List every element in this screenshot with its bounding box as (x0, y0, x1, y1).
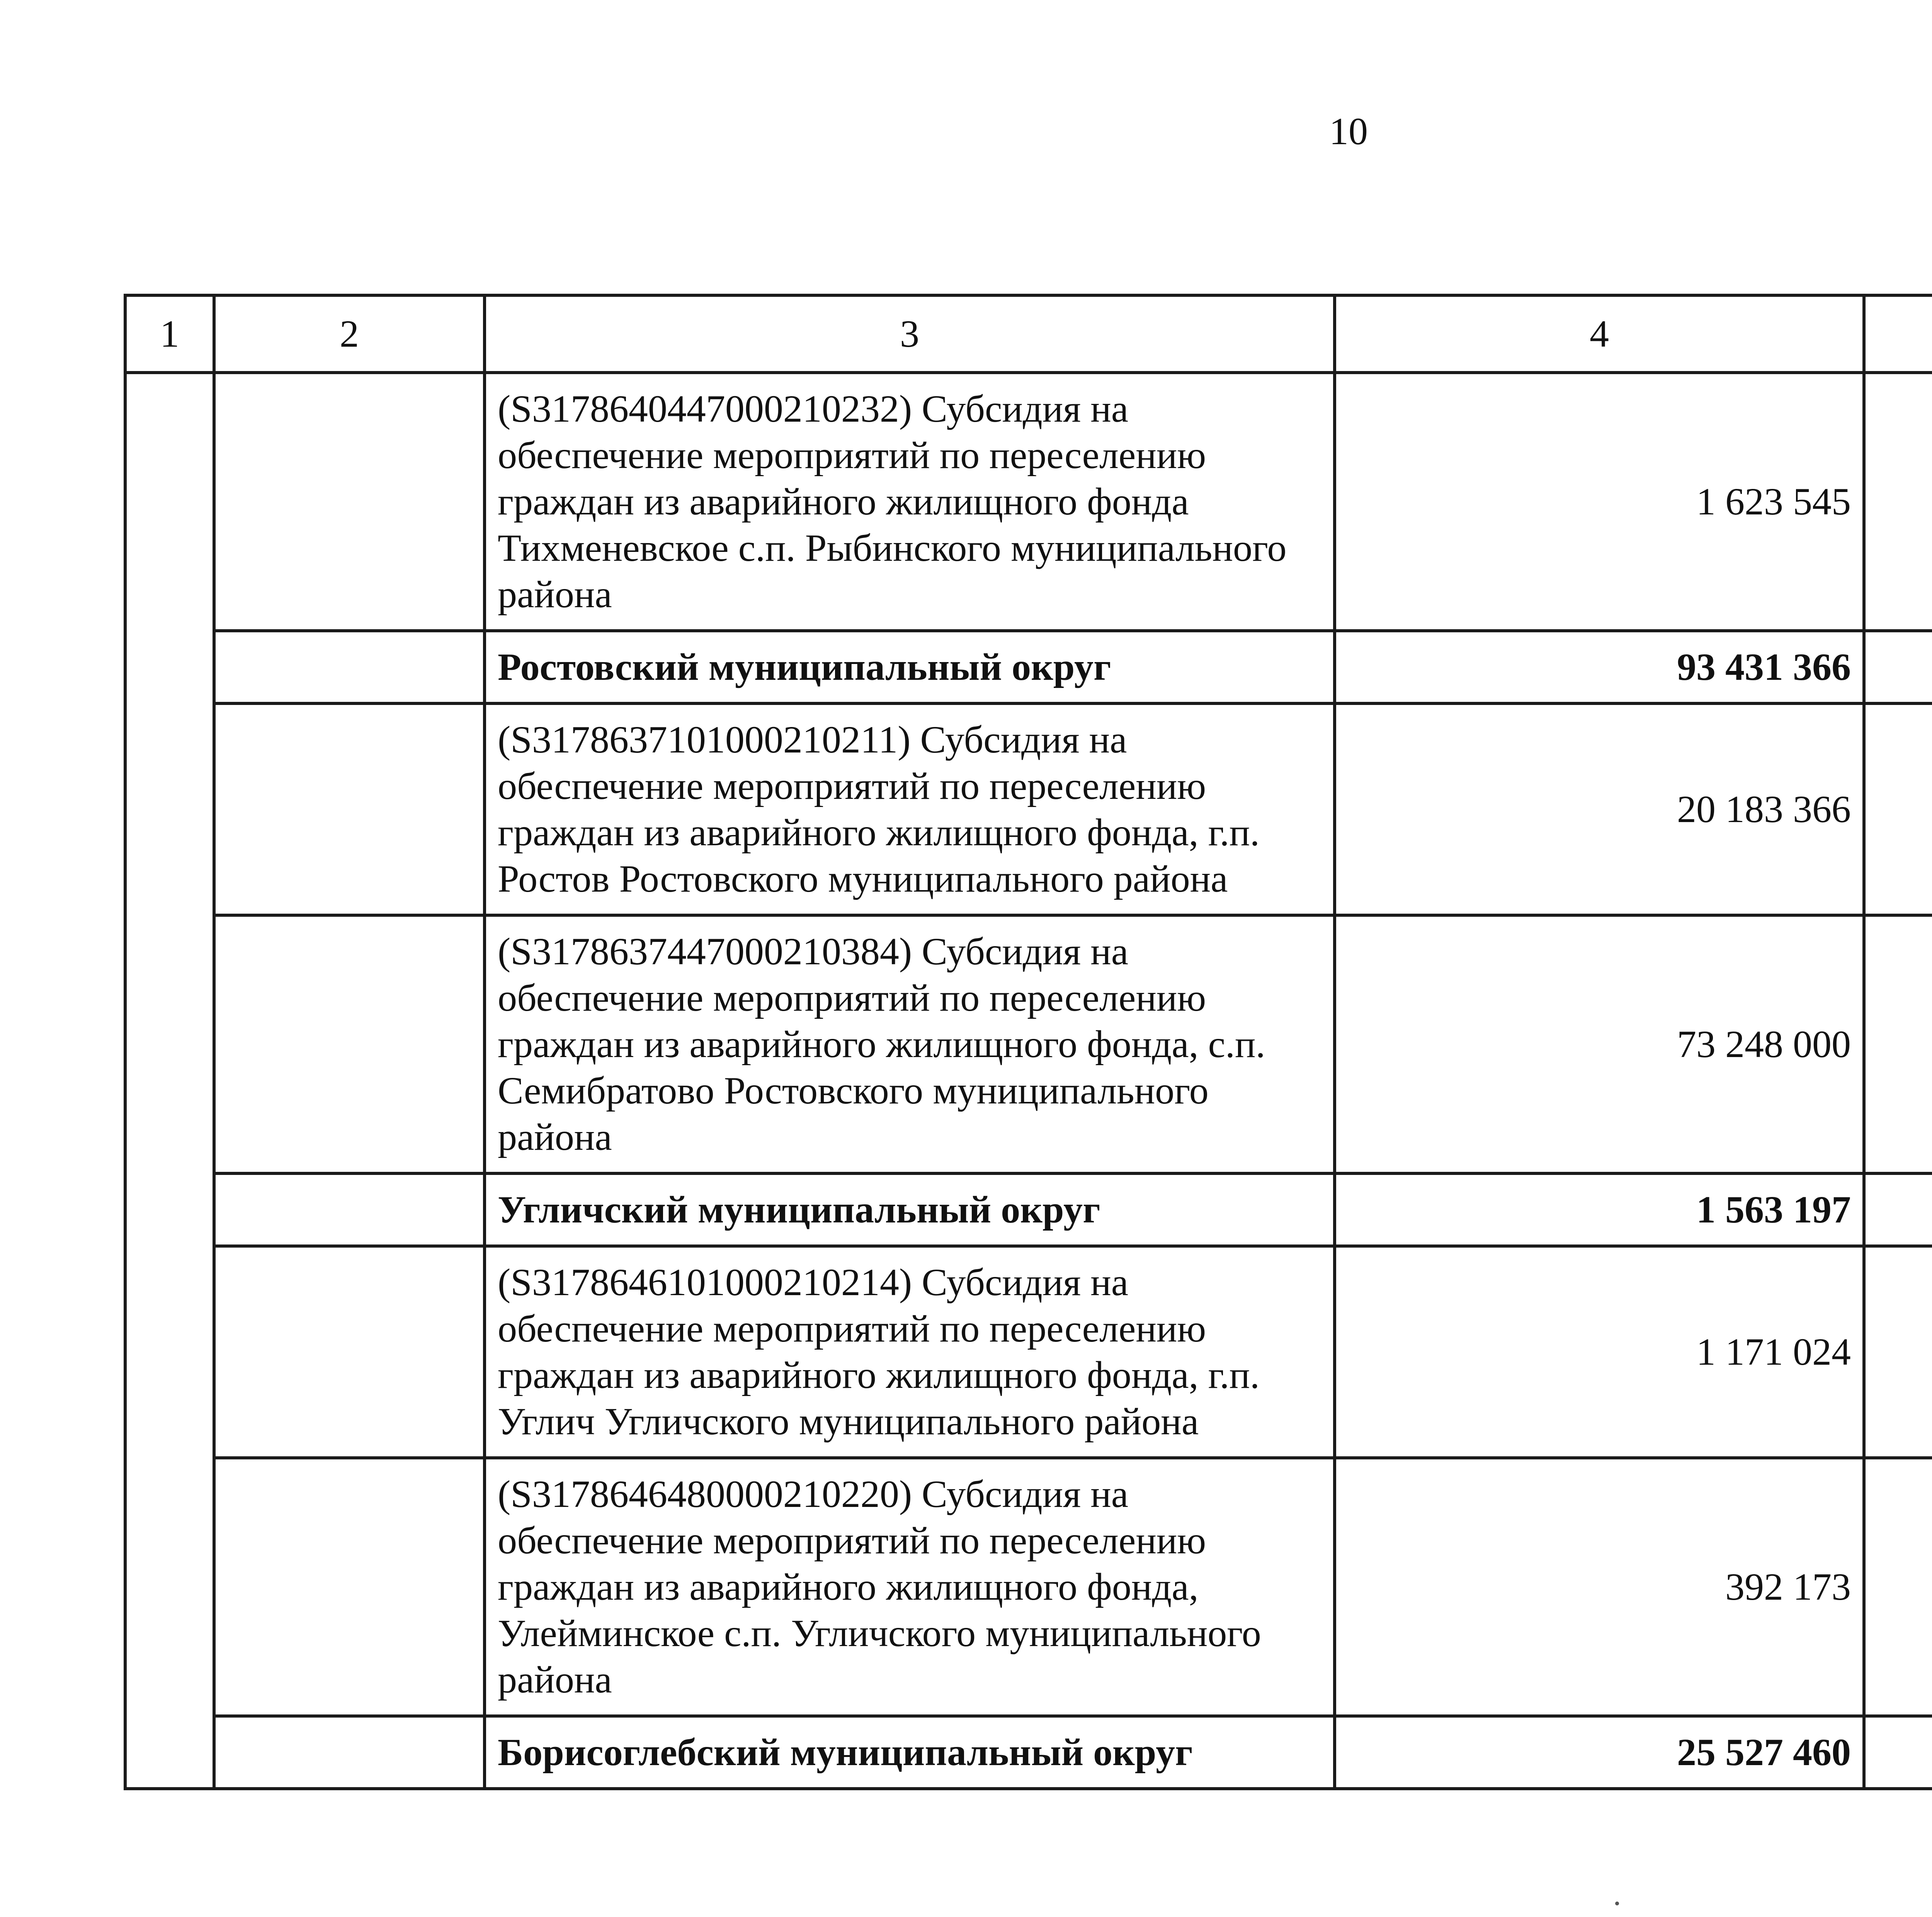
col4-value: 1 171 024 (1335, 1246, 1864, 1458)
row-description: (S3178640447000210232) Субсидия на обеспечение мероприятий по переселению граждан из аварийного жилищного фонда Тихменевское с.п. Рыбинского муниципального района (485, 373, 1335, 631)
column-2-cell (214, 915, 485, 1173)
column-header-3: 3 (485, 295, 1335, 373)
column-header-5 (1864, 295, 1932, 373)
table-body (125, 373, 1932, 1789)
column-2-cell (214, 373, 485, 631)
row-description: (S3178646480000210220) Субсидия на обеспечение мероприятий по переселению граждан из аварийного жилищного фонда, Улейминское с.п. Угличского муниципального района (485, 1458, 1335, 1716)
column-header-4: 4 (1335, 295, 1864, 373)
table-header-row (125, 295, 1932, 373)
table-row (125, 1173, 1932, 1246)
col4-value: 20 183 366 (1335, 703, 1864, 915)
table-row (125, 1246, 1932, 1458)
col4-value: 73 248 000 (1335, 915, 1864, 1173)
column-2-cell (214, 1458, 485, 1716)
col5-value (1864, 631, 1932, 703)
row-description: Борисоглебский муниципальный округ (485, 1716, 1335, 1789)
table-row (125, 915, 1932, 1173)
page-number: 10 (1329, 110, 1368, 153)
table-row (125, 1716, 1932, 1789)
row-description: (S3178637101000210211) Субсидия на обеспечение мероприятий по переселению граждан из аварийного жилищного фонда, г.п. Ростов Ростовского муниципального района (485, 703, 1335, 915)
col4-value: 1 623 545 (1335, 373, 1864, 631)
col5-value (1864, 703, 1932, 915)
col5-value (1864, 915, 1932, 1173)
column-2-cell (214, 631, 485, 703)
col5-value (1864, 373, 1932, 631)
row-description: (S3178646101000210214) Субсидия на обеспечение мероприятий по переселению граждан из аварийного жилищного фонда, г.п. Углич Угличского муниципального района (485, 1246, 1335, 1458)
column-2-cell (214, 1173, 485, 1246)
col4-value: 392 173 (1335, 1458, 1864, 1716)
table-row (125, 1458, 1932, 1716)
column-2-cell (214, 1246, 485, 1458)
column-header-2: 2 (214, 295, 485, 373)
column-1-merged-cell (125, 373, 214, 1789)
row-description: Угличский муниципальный округ (485, 1173, 1335, 1246)
col4-value: 93 431 366 (1335, 631, 1864, 703)
table-row (125, 373, 1932, 631)
col5-value (1864, 1458, 1932, 1716)
col4-value: 25 527 460 (1335, 1716, 1864, 1789)
column-header-1: 1 (125, 295, 214, 373)
table-row (125, 631, 1932, 703)
table-row (125, 703, 1932, 915)
row-description: (S3178637447000210384) Субсидия на обеспечение мероприятий по переселению граждан из аварийного жилищного фонда, с.п. Семибратово Ростовского муниципального района (485, 915, 1335, 1173)
col4-value: 1 563 197 (1335, 1173, 1864, 1246)
col5-value (1864, 1246, 1932, 1458)
col5-value (1864, 1173, 1932, 1246)
column-2-cell (214, 703, 485, 915)
column-2-cell (214, 1716, 485, 1789)
budget-table (124, 294, 1932, 1790)
scan-speck (1615, 1902, 1619, 1905)
col5-value (1864, 1716, 1932, 1789)
row-description: Ростовский муниципальный округ (485, 631, 1335, 703)
